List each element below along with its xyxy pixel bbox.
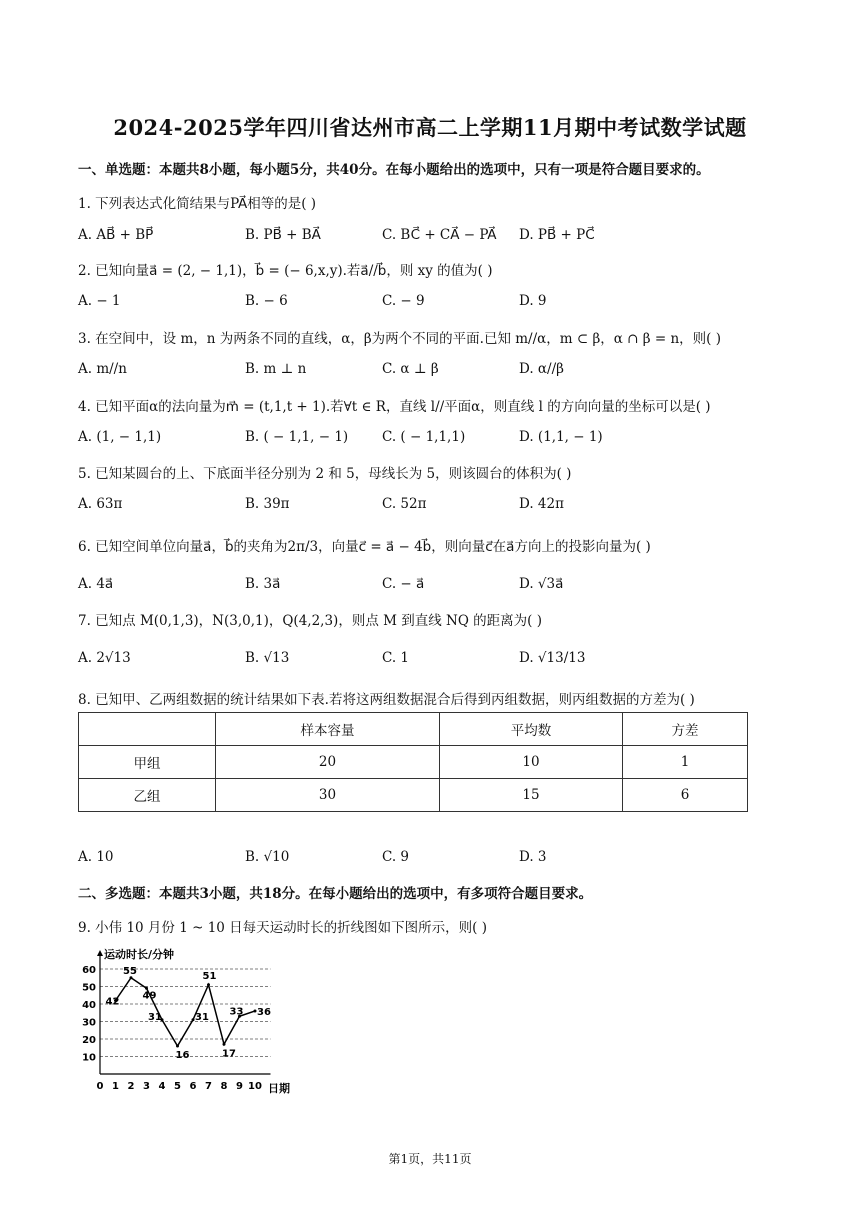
chart-y-axis-arrow [97,950,103,956]
question-7-options [78,650,798,670]
question-2: 2. 已知向量a⃗ = (2, − 1,1)，b⃗ = (− 6,x,y).若a⃗//b⃗，则 xy 的值为( ) [78,263,493,279]
option-a: A. (1, − 1,1) [78,429,162,445]
table-header-cell: 方差 [623,713,748,746]
chart-data-point [223,1043,226,1046]
chart-x-tick-label: 4 [158,1081,166,1092]
table-cell: 乙组 [79,779,216,812]
table-cell: 30 [216,779,440,812]
chart-data-point [207,983,210,986]
chart-y-tick-label: 30 [82,1017,96,1029]
chart-y-tick-label: 10 [82,1052,96,1064]
question-1-options [78,227,798,247]
option-d: D. √3a⃗ [519,576,564,592]
option-b: B. m ⊥ n [245,361,307,377]
question-8-options [78,849,798,869]
question-6: 6. 已知空间单位向量a⃗，b⃗的夹角为2π/3，向量c⃗ = a⃗ − 4b⃗，则向量c⃗在a⃗方向上的投影向量为( ) [78,539,651,555]
page-footer: 第1页，共11页 [388,1152,472,1166]
option-a: A. 63π [78,496,123,512]
table-cell: 1 [623,746,748,779]
option-b: B. − 6 [245,293,288,309]
table-cell: 甲组 [79,746,216,779]
option-b: B. √10 [245,849,290,865]
option-c: C. 9 [382,849,410,865]
chart-x-tick-label: 9 [236,1081,243,1092]
table-cell: 6 [623,779,748,812]
option-d: D. 9 [519,293,547,309]
option-c: C. 1 [382,650,410,666]
option-b: B. PB⃗ + BA⃗ [245,227,321,243]
table-row [79,779,748,812]
option-d: D. α//β [519,361,564,377]
exercise-time-line-chart [78,940,298,1100]
chart-y-axis-label: 运动时长/分钟 [104,948,175,961]
chart-data-label: 49 [142,990,157,1002]
chart-x-axis-label: 日期 [268,1082,290,1095]
table-cell: 15 [440,779,623,812]
chart-data-label: 36 [257,1007,271,1018]
question-3-options [78,361,798,381]
chart-x-tick-label: 8 [220,1081,228,1092]
chart-y-tick-label: 50 [82,982,96,994]
option-a: A. 2√13 [78,650,131,666]
chart-data-label: 17 [222,1048,236,1060]
option-d: D. PB⃗ + PC⃗ [519,227,595,243]
chart-x-tick-label: 10 [248,1081,262,1092]
section-1-heading: 一、单选题：本题共8小题，每小题5分，共40分。在每小题给出的选项中，只有一项是符合题目要求的。 [78,162,710,178]
option-d: D. 3 [519,849,547,865]
question-4: 4. 已知平面α的法向量为m⃗ = (t,1,t + 1).若∀t ∈ R，直线 l//平面α，则直线 l 的方向向量的坐标可以是( ) [78,399,711,415]
chart-data-label: 42 [105,996,120,1008]
question-5: 5. 已知某圆台的上、下底面半径分别为 2 和 5，母线长为 5，则该圆台的体积为( ) [78,466,572,482]
chart-x-tick-label: 1 [112,1081,119,1092]
chart-x-tick-label: 6 [189,1081,197,1092]
question-1: 1. 下列表达式化简结果与PA⃗相等的是( ) [78,196,317,212]
question-4-options [78,429,798,449]
page-title: 2024-2025学年四川省达州市高二上学期11月期中考试数学试题 [113,115,747,140]
chart-y-tick-label: 60 [82,965,96,976]
chart-y-tick-label: 20 [82,1035,96,1046]
statistics-table [78,712,748,812]
question-8: 8. 已知甲、乙两组数据的统计结果如下表.若将这两组数据混合后得到丙组数据，则丙组数据的方差为( ) [78,692,695,708]
question-7: 7. 已知点 M(0,1,3)，N(3,0,1)，Q(4,2,3)，则点 M 到直线 NQ 的距离为( ) [78,613,543,629]
question-5-options [78,496,798,516]
table-cell: 20 [216,746,440,779]
table-header-cell: 平均数 [440,713,623,746]
option-a: A. AB⃗ + BP⃗ [78,227,154,243]
option-c: C. 52π [382,496,427,512]
option-b: B. 39π [245,496,290,512]
chart-data-label: 33 [229,1006,244,1018]
table-row [79,746,748,779]
option-d: D. 42π [519,496,564,512]
table-header-cell [79,713,216,746]
option-a: A. 4a⃗ [78,576,114,592]
question-9: 9. 小伟 10 月份 1 ~ 10 日每天运动时长的折线图如下图所示，则( ) [78,920,488,936]
chart-x-tick-label: 7 [205,1081,212,1092]
table-header-row [79,713,748,746]
chart-x-tick-label: 3 [143,1081,150,1092]
chart-data-label: 16 [175,1050,190,1061]
table-cell: 10 [440,746,623,779]
chart-y-tick-label: 40 [82,1000,96,1011]
option-c: C. α ⊥ β [382,361,439,377]
option-b: B. 3a⃗ [245,576,281,592]
chart-data-label: 51 [202,970,217,982]
option-d: D. (1,1, − 1) [519,429,603,445]
table-header-cell: 样本容量 [216,713,440,746]
option-d: D. √13/13 [519,650,586,666]
chart-x-tick-label: 0 [96,1081,104,1092]
option-c: C. − 9 [382,293,425,309]
option-c: C. BC⃗ + CA⃗ − PA⃗ [382,227,497,243]
option-a: A. − 1 [78,293,121,309]
option-a: A. m//n [78,361,127,377]
chart-x-tick-label: 2 [127,1081,135,1092]
option-a: A. 10 [78,849,114,865]
question-2-options [78,293,798,313]
chart-data-label: 31 [148,1011,162,1023]
chart-data-label: 31 [195,1011,209,1023]
chart-data-point [176,1045,179,1048]
question-3: 3. 在空间中，设 m，n 为两条不同的直线，α，β为两个不同的平面.已知 m//α，m ⊂ β，α ∩ β = n，则( ) [78,331,721,347]
option-c: C. ( − 1,1,1) [382,429,466,445]
question-6-options [78,576,798,596]
option-b: B. ( − 1,1, − 1) [245,429,349,445]
option-b: B. √13 [245,650,290,666]
option-c: C. − a⃗ [382,576,425,592]
chart-data-label: 55 [123,965,137,977]
section-2-heading: 二、多选题：本题共3小题，共18分。在每小题给出的选项中，有多项符合题目要求。 [78,886,593,902]
chart-x-tick-label: 5 [174,1081,181,1092]
